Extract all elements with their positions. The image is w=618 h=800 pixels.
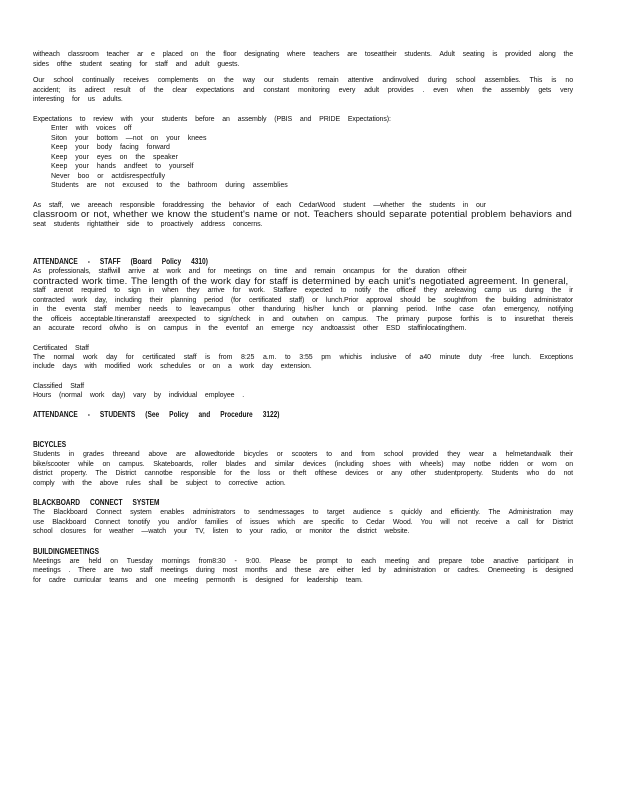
classified-staff-label: Classified Staff [33, 382, 84, 390]
certificated-staff-text: The normal work day for certificated staff is from 8:25 a.m. to 3:55 pm whichis inclusive of a40 minute duty -free lunch. Exceptions include days with modified work schedules or on a work day extension. [33, 353, 573, 370]
attendance-staff-paragraph: staff arenot required to sign in when they arrive for work. Staffare expected to notify the officeif they areleaving camp us during the ir contracted work day, including their planning period (for certificated staff) or lunch.Prior approval should be soughtfrom the building administrator in the eventa staff member needs to leavecampus other thanduring his/her lunch or planning period. Inthe case ofan emergency, notifying the officeis acceptable.Itineranstaff areexpected to sign/check in and outwhen on campus. The primary purpose forthis is to insurethat thereis an accurate record ofwho is on campus in the eventof an emerge ncy andtoassist other ESD staffinlocatingthem. [33, 287, 573, 332]
document-body [33, 50, 573, 585]
bicycles-heading: BICYCLES [33, 440, 67, 449]
certificated-staff-label: Certificated Staff [33, 344, 89, 352]
bullet-box-icon [33, 143, 51, 153]
intro-paragraph-assemblies: Our school continually receives complements on the way our students remain attentive andinvolved during school assemblies. This is no accident; its adirect result of the clear expectations and constant monitoring every adult provides . even when the assembly gets very interesting for us adults. [33, 77, 573, 103]
bullet-box-icon [33, 162, 51, 172]
classified-staff-text: Hours (normal work day) vary by individual employee . [33, 391, 245, 399]
bicycles-text: Students in grades threeand above are allowedtoride bicycles or scooters to and from school provided they wear a helmetandwalk their bike/scooter while on campus. Skateboards, roller blades and similar devices (including shoes with wheels) may notbe ridden or worn on district property. The District cannotbe responsible for the loss or theft ofthese devices or any other studentproperty. Students who do not comply with the above rules shall be subject to corrective action. [33, 451, 573, 487]
intro-paragraph-seating: witheach classroom teacher ar e placed on the floor designating where teachers are toseattheir students. Adult seating is provided along the sides ofthe student seating for staff and adult guests. [33, 51, 573, 68]
bullet-box-icon [33, 181, 51, 191]
bullet-box-icon [33, 124, 51, 134]
attendance-students-heading: ATTENDANCE - STUDENTS (See Policy and Procedure 3122) [33, 410, 280, 419]
list-item: Students are not excused to the bathroom during assemblies [33, 181, 573, 191]
list-item: Enter with voices off [33, 124, 573, 134]
list-item: Keep your hands andfeet to yourself [33, 162, 573, 172]
attendance-staff-line-2: contracted work time. The length of the work day for staff is determined by each unit's negotiated agreement. In general, [33, 275, 569, 287]
bullet-box-icon [33, 134, 51, 144]
bullet-box-icon [33, 172, 51, 182]
expectations-heading: Expectations to review with your students before an assembly (PBIS and PRIDE Expectations): [33, 115, 391, 123]
attendance-staff-heading: ATTENDANCE - STAFF (Board Policy 4310) [33, 257, 208, 266]
bullet-box-icon [33, 153, 51, 163]
expectations-list [33, 124, 573, 191]
blackboard-connect-heading: BLACKBOARD CONNECT SYSTEM [33, 498, 160, 507]
staff-responsibility-line-3: seat students rightattheir side to proactively address concerns. [33, 220, 263, 228]
building-meetings-heading: BUILDINGMEETINGS [33, 546, 99, 556]
list-item: Keep your body facing forward [33, 143, 573, 153]
blackboard-connect-text: The Blackboard Connect system enables administrators to sendmessages to target audience s quickly and efficiently. The Administration may use Blackboard Connect tonotify you and/or families of issues which are specific to Cedar Wood. You will not receive a call for District school closures for weather —watch your TV, listen to your radio, or monitor the district website. [33, 509, 573, 535]
staff-responsibility-line-1: As staff, we areeach responsible foraddressing the behavior of each CedarWood student —whether the students in our [33, 201, 486, 209]
staff-responsibility-line-2: classroom or not, whether we know the student's name or not. Teachers should separate potential problem behaviors and [33, 209, 572, 220]
attendance-staff-line-1: As professionals, staffwill arrive at work and for meetings on time and remain oncampus for the duration oftheir [33, 268, 467, 275]
list-item: Siton your bottom —not on your knees [33, 134, 573, 144]
list-item: Keep your eyes on the speaker [33, 153, 573, 163]
building-meetings-text: Meetings are held on Tuesday mornings from8:30 - 9:00. Please be prompt to each meeting and prepare tobe anactive participant in meetings . There are two staff meetings during most months and these are either led by administration or cadres. Onemeeting is designed for cadre curricular teams and one meeting permonth is designed for leadership team. [33, 557, 573, 584]
list-item: Never boo or actdisrespectfully [33, 172, 573, 182]
